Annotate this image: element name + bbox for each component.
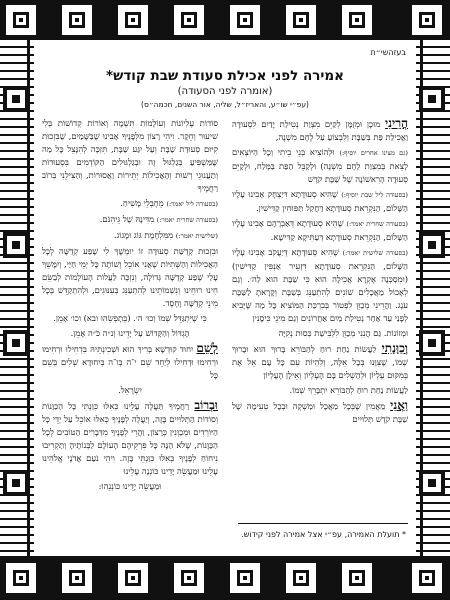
ornament-block bbox=[419, 86, 445, 112]
paragraph bbox=[232, 146, 408, 186]
paragraph-text: שֶׁהִיא סְעוּדָתָא דְּיַעֲקֹב אָבִינוּ עָלָיו הַשָּׁלוֹם, הַנִּקְרֵאת סְעוּדָתָא דִּזְעֵיר אַנְפִּין קַדִּישִׁין) (וּמִסְכְּנָה אָקְרָא אֲכִילָה הוּא כִּי שַׁבָּת הוּא לַה׳. וְגַם לְאָכוֹל מַאֲכָלִים שׁוֹנִים לְהִתְעַנֵּג בְּשַׁבָּת וְקָרָאתָ לַשַּׁבָּת עֹנֶג. וַהֲרֵינִי מְכַוֵּן לִפְטוֹר בְּבִרְכַּת הַמּוֹצִיא כָּל מַה שֶּׁיָּבִיא לְפָנַי עַד אַחַר נְטִילַת מַיִם אַחֲרוֹנִים וְגַם מִינֵי כִּיסָנִין bbox=[232, 247, 408, 323]
paragraph bbox=[42, 117, 218, 195]
paragraph bbox=[42, 480, 218, 493]
ornament-tile bbox=[6, 563, 36, 593]
ornament-tile bbox=[174, 563, 204, 593]
paragraph bbox=[42, 213, 218, 227]
paragraph-text: לַעֲשׂוֹת נַחַת רוּחַ לְהַבּוֹרֵא יִתְבָּרֵךְ שְׁמוֹ. bbox=[289, 385, 408, 395]
paragraph-text: וּמְזוֹנוֹת. גַּם הֲנִנִי מְכַוֵּן לִלְבִּישַׁת כְּסוּת נְקִיָּה bbox=[278, 328, 408, 338]
lead-word: וּבְרוֹב bbox=[194, 398, 218, 412]
ornament-tile bbox=[286, 5, 316, 35]
ornament-tile bbox=[230, 5, 260, 35]
ornament-tile bbox=[6, 5, 36, 35]
paragraph bbox=[232, 188, 408, 215]
paragraph-text: רַחֲמֶיךָ תַּעֲלֶה עָלֵינוּ כְּאִלּוּ כִּוַּנְתִּי כָּל הַכַּוָּנוֹת וְסוֹדוֹת הַתְּלוּיִים בָּזֶה, וְיַעֲלֶה לְפָנֶיךָ כְּאִלּוּ אוֹכֵל עַל יְדֵי כָּל הַיּוֹרְדִים וּמְכַוְּנִין כְּרָצוֹן, וַהֲרֵי לְפָנֶיךָ מִדְּבָרִים הַטּוֹבִים לְכָל הַכַּוָּנוֹת, שֶׁלֹּא הַנָּה כָּל פִּרְקֵיהֶם הָעוֹלָם לַבְּנוֹתֶיהָ וְתַקְרִיבוּ נִיחוֹחַ לְפָנֶיךָ כְּאִלּוּ כִּוַּנְתִּי בָּזֶה. וִיהִי נֹעַם אֲדֹנָי אֱלֹהֵינוּ עָלֵינוּ וּמַעֲשֵׂה יָדֵינוּ כּוֹנְנָה עָלֵינוּ bbox=[42, 401, 218, 476]
paragraph bbox=[232, 327, 408, 340]
right-column bbox=[232, 117, 408, 495]
centered-line: כִּי שֶׁיִּתְגַּדֵּל שְׁמוֹ וְכוּ׳ ה׳. (בְּתָפְשֵׂהוּ ובא) וכו׳ אָמֵן. bbox=[53, 313, 207, 323]
paragraph bbox=[232, 384, 408, 397]
border-bottom bbox=[0, 556, 450, 600]
paragraph bbox=[232, 246, 408, 325]
paragraph-text: מוּכָן וּמְזֻמָּן לְקַיֵּם מִצְוַת נְטִילַת יָדַיִם לִסְעוּדָה וַאֲכִילַת פַּת בְּשַׁבָּת וְלִבְצוֹעַ עַל לֶחֶם מִשְׁנֶה, bbox=[232, 119, 408, 142]
text-columns bbox=[40, 117, 410, 495]
instruction-note: (גם מצינו אחרים יוסיף:) bbox=[339, 149, 408, 157]
ornament-tile bbox=[412, 563, 442, 593]
paragraph-text: מַאֲמִין שֶׁבְּכָל מַאֲכָל וּמַשְׁקֶה וּבְכָל טְעִימָה שֶׁל שַׁבָּת קֹדֶשׁ תְּלוּיִים bbox=[232, 401, 408, 424]
document-body bbox=[40, 42, 410, 552]
lead-word: לְשֵׁם bbox=[196, 341, 218, 355]
left-column bbox=[42, 117, 218, 495]
ornament-tile bbox=[62, 5, 92, 35]
paragraph bbox=[232, 217, 408, 244]
paragraph-text: לַעֲשׂוֹת נַחַת רוּחַ לְהַבּוֹרֵא בָּרוּךְ הוּא וּבָרוּךְ שְׁמוֹ, שֶׁצִּוָּנוּ בְּכָל אֵלֶּה, וְלִהְיוֹת עִם כָּל עָם אֵל אֶת בְּמִקּוּם עֶלְיוֹן וּלְהַשְׁלִים בָּם הָעֶלְיוֹן וְאֵילָן הָעֶלְיוֹן bbox=[232, 344, 408, 380]
paragraph bbox=[232, 399, 408, 426]
lead-word: וְכַוָּנָתִי bbox=[381, 341, 408, 355]
page-title: אמירה לפני אכילת סעודת שבת קודש* bbox=[106, 68, 344, 84]
paragraph-text: מִמִּלְחֶמֶת גּוֹג וּמָגוֹג. bbox=[113, 230, 174, 240]
ornament-tile bbox=[62, 563, 92, 593]
paragraph bbox=[42, 197, 218, 211]
paragraph bbox=[42, 384, 218, 397]
paragraph bbox=[232, 117, 408, 144]
instruction-note: (בסעודה ליל יאמר:) bbox=[166, 200, 218, 208]
ornament-tile bbox=[118, 5, 148, 35]
footnote-divider bbox=[238, 523, 408, 524]
paragraph-text: שֶׁהִיא סְעוּדָתָא דִּיַצְחָק אָבִינוּ עָלָיו הַשָּׁלוֹם, הַנִּקְרֵאת סְעוּדָתָא דַּחֲקַל תַּפּוּחִין קַדִּישִׁין. bbox=[232, 189, 408, 213]
lead-word: הֲרֵינִי bbox=[385, 116, 408, 130]
instruction-note: (בסעודה שלישית יאמר:) bbox=[342, 249, 408, 257]
ornament-tile bbox=[286, 563, 316, 593]
paragraph-text: מִדִּינָהּ שֶׁל גֵּיהִנֹּם. bbox=[99, 214, 155, 224]
ornament-block bbox=[3, 232, 29, 258]
border-left bbox=[0, 40, 34, 556]
centered-line: הָגְדּוֹל וְהַקָּדוֹשׁ עַל יָדֵינוּ וְנ״ה כֹּ״ה אָמֵן. bbox=[70, 328, 190, 338]
ornament-block bbox=[419, 232, 445, 258]
instruction-note: (בסעודה שחרית יאמר:) bbox=[156, 216, 218, 224]
paragraph bbox=[232, 342, 408, 382]
border-top bbox=[0, 0, 450, 40]
paragraph-text: וּלְהוֹצִיא בְּנֵי בֵיתִי וְכָל הַיּוֹצְאִים לָצֵאת בְּמִצְוַת לֶחֶם מִשְׁנֶה) וּלְקַבֵּל הַפַּת בַּמֶּלַח, וּלְקַיֵּם סְעוּדָה הָרִאשׁוֹנָה שֶׁל שַׁבָּת קֹדֶשׁ bbox=[232, 147, 408, 184]
ornament-tile bbox=[118, 563, 148, 593]
ornament-tile bbox=[342, 5, 372, 35]
paragraph-text: יִחוּד קוּדְשָׁא בְּרִיךְ הוּא וּשְׁכִינְתֵּיהּ בִּדְחִילוּ וּרְחִימוּ וּרְחִימוּ וּדְחִילוּ לְיַחֵד שֵׁם י־ה בְּו־ה בְּיִחוּדָא שְׁלִים בְּשֵׁם כָּל bbox=[42, 344, 218, 380]
paragraph-text: סוֹדוֹת עֶלְיוֹנוֹת וְעוֹלָמוֹת תִּשְׁמָה וְאוֹרוֹת קְדוֹשׁוֹת בְּלִי שִׁיעוּר וְחֵקֶר. וִיהִי רָצוֹן מִלְּפָנֶיךָ אָבִינוּ שֶׁבַּשָּׁמַיִם, שֶׁבִּזְכוּת קִיּוּם סְעוּדַת שַׁבָּת וְעַל יִגַּע שַׁבָּת, תִּזְכֶּה לְהִנָּצֵל כָּל מַה שֶּׁמַּשְׁפִּיעַ בְּגַלְגּוּל זֶה וּבְגַלְגּוּלִים הַקּוֹדְמִים בִּסְעוּדוֹת וְתַעֲנוּגֵי רְשׁוּת וְהָאֲכִילוֹת יְתֵירוֹת וַאֲסוּרוֹת, וְהַצִּילֵנִי בְּרוֹב רַחֲמֶיךָ bbox=[42, 118, 218, 193]
ornament-block bbox=[419, 330, 445, 356]
header-tag: בעזהשי״ת bbox=[370, 48, 406, 57]
centered-line: יִשְׂרָאֵל. bbox=[118, 385, 142, 395]
ornament-block bbox=[3, 86, 29, 112]
paragraph-text: וּבִזְכוּת קְדֻשַּׁת סְעוּדָה זוֹ יוּמְשָׁךְ לִי שֶׁפַע קְדֻשָּׁה לְכָל הַאֲכִילוֹת וְהַשְּׁתִיּוֹת שֶׁאֲנִי אוֹכֵל וְשׁוֹתֶה כָּל יְמֵי חַיַּי, וְיִמָּשֵׁךְ עָלַי שֶׁפַע קְדֻשָּׁה גְּדוֹלָה, וְנִזְכֶּה לַעֲלוֹת הָעוֹלָמוֹת לְבַשֵּׂם חִינוּ רוּחֵינוּ וְנִשְׁמוֹתֵינוּ לְהִתְעַנֵּג בְּעִנּוּגִים, וּלְהִתְקַדֵּשׁ בְּכָל מִינֵי קְדֻשָּׁה וָחֶסֶד. bbox=[42, 246, 218, 308]
paragraph bbox=[42, 327, 218, 340]
centered-line: וּמַעֲשֵׂה יָדֵינוּ כּוֹנְנֵהוּ: bbox=[98, 481, 162, 491]
paragraph bbox=[42, 342, 218, 382]
paragraph-text: מֵחֶבְלֵי מָשִׁיחַ. bbox=[120, 198, 164, 208]
ornament-block bbox=[419, 470, 445, 496]
paragraph bbox=[42, 399, 218, 478]
ornament-block bbox=[3, 470, 29, 496]
ornament-block bbox=[3, 330, 29, 356]
instruction-note: (שלישית יאמר:) bbox=[175, 232, 218, 240]
border-right bbox=[416, 40, 450, 556]
ornament-tile bbox=[174, 5, 204, 35]
page-subtitle: (אומרה לפני הסעודה) bbox=[177, 86, 273, 97]
lead-word: וַאֲנִי bbox=[390, 398, 408, 412]
footnote: * תועלת האמירה, עפ״י אצל אמירה לפני קידוש. bbox=[241, 530, 406, 539]
ornament-tile bbox=[342, 563, 372, 593]
paragraph bbox=[42, 312, 218, 325]
instruction-note: (בסעודה ליל שבת יוסיף:) bbox=[341, 191, 408, 199]
paragraph bbox=[42, 245, 218, 310]
attribution: (עפ״י שו״ע, והאריז״ל, שליה, אור השנים, חכמה״ס) bbox=[141, 100, 309, 109]
paragraph-text: שֶׁהִיא סְעוּדָתָא דְּאַבְרָהָם אָבִינוּ עָלָיו הַשָּׁלוֹם, הַנִּקְרֵאת סְעוּדָתָא דְּעַתִּיקָא קַדִּישָׁא. bbox=[232, 218, 408, 242]
paragraph bbox=[42, 229, 218, 243]
instruction-note: (בסעודה שחרית יאמר:) bbox=[346, 220, 408, 228]
ornament-tile bbox=[412, 5, 442, 35]
ornament-tile bbox=[230, 563, 260, 593]
